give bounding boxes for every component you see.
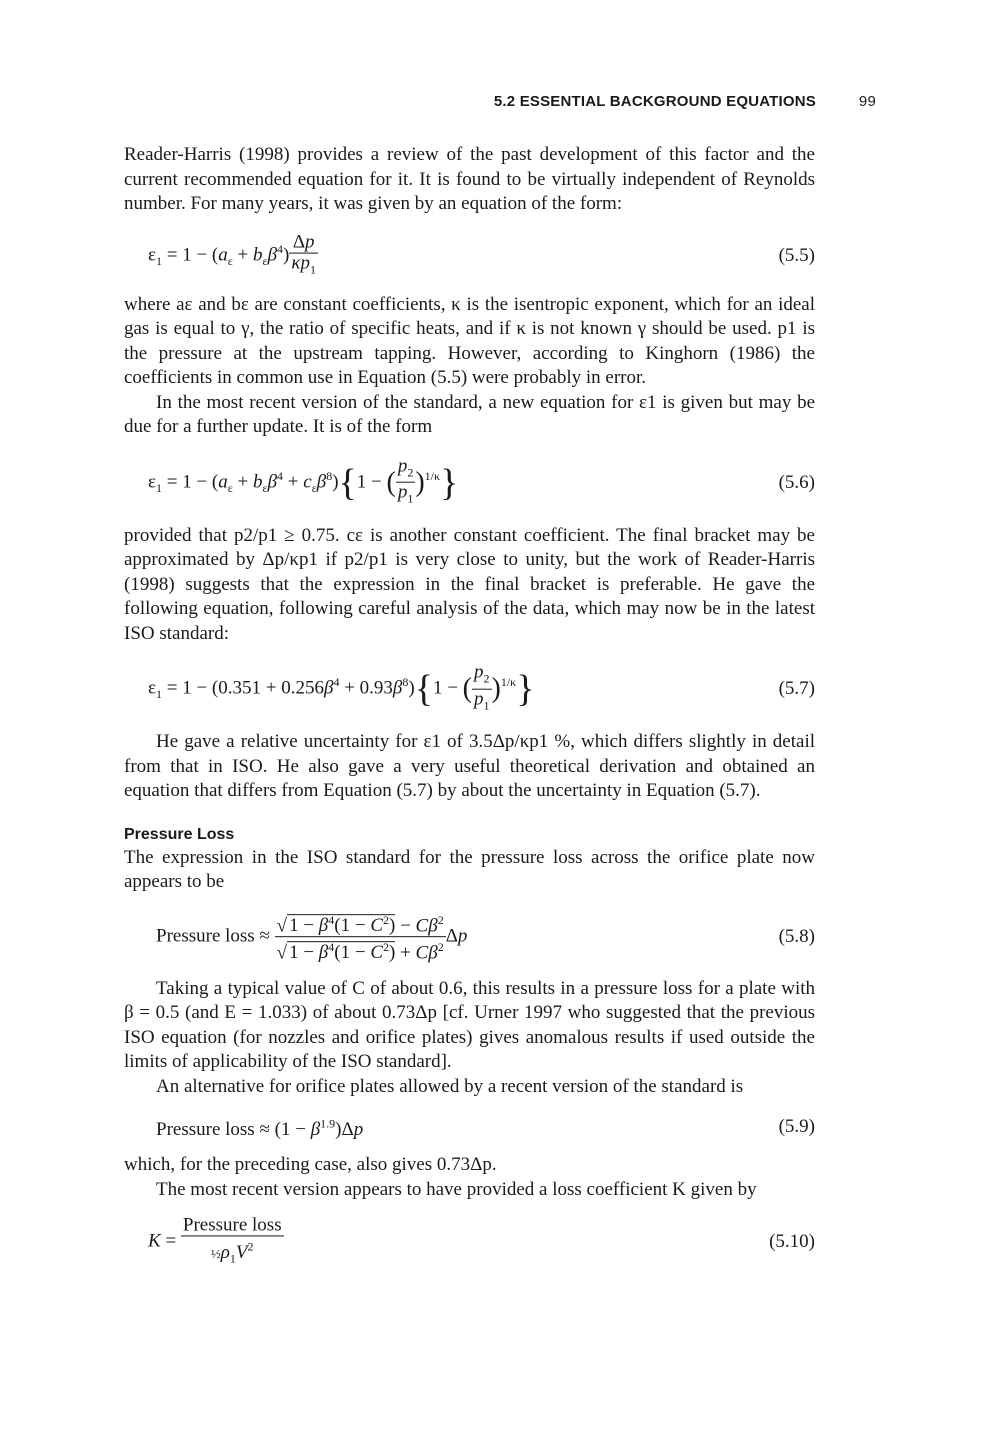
paragraph-2: where aε and bε are constant coefficients, κ is the isentropic exponent, which for an ideal gas is equal to γ, the ratio of specific heats, and if κ is not known γ should be used. p1 is the pressure at the upstream tapping. However, according to Kinghorn (1986) the coefficients in common use in Equation (5.5) were probably in error. bbox=[124, 293, 815, 388]
equation-number: (5.10) bbox=[769, 1230, 815, 1252]
equation-5-7 bbox=[124, 658, 815, 720]
paragraph-5: He gave a relative uncertainty for ε1 of 3.5Δp/κp1 %, which differs slightly in detail from that in ISO. He also gave a very useful theoretical derivation and obtained an equation that differs from Equation (5.7) by about the uncertainty in Equation (5.7). bbox=[124, 731, 815, 801]
paragraph-7: Taking a typical value of C of about 0.6, this results in a pressure loss for a plate with β = 0.5 (and E = 1.033) of about 0.73Δp [cf. Urner 1997 who suggested that the previous ISO equation (for nozzles and orifice plates) gives anomalous results if used outside the limits of applicability of the ISO standard]. bbox=[124, 977, 815, 1072]
paragraph-10: The most recent version appears to have provided a loss coefficient K given by bbox=[156, 1178, 757, 1200]
equation-number: (5.7) bbox=[778, 677, 815, 699]
equation-5-9 bbox=[124, 1111, 815, 1143]
page-header bbox=[124, 93, 876, 115]
running-title: 5.2 ESSENTIAL BACKGROUND EQUATIONS bbox=[493, 93, 816, 110]
paragraph-8: An alternative for orifice plates allowed by a recent version of the standard is bbox=[156, 1075, 744, 1097]
equation-5-10-math: K = $\frac{\text{Pressure loss}}{\frac{1}{2}\rho_1V^2}$ bbox=[148, 1214, 282, 1266]
paragraph-3: In the most recent version of the standard, a new equation for ε1 is given but may be due for a further update. It is of the form bbox=[124, 391, 815, 437]
equation-5-10 bbox=[124, 1214, 815, 1270]
equation-5-6 bbox=[124, 452, 815, 514]
page-number: 99 bbox=[858, 93, 876, 110]
paragraph-6: The expression in the ISO standard for the pressure loss across the orifice plate now appears to be bbox=[124, 846, 815, 892]
body-text bbox=[124, 143, 815, 1280]
equation-5-5-math: $\varepsilon_1 = 1 - (a_\varepsilon + b_\varepsilon\beta^4)$ $\frac{\Delta p}{\kappa p_1}$ bbox=[148, 231, 316, 276]
equation-number: (5.9) bbox=[778, 1115, 815, 1137]
equation-5-7-math: $\varepsilon_1 = 1 - (0.351 + 0.256\beta^4 + 0.93\beta^8)\{1$ − ( $\frac{p_2}{p_1}$ )$^{1/\kappa}$} bbox=[148, 661, 535, 713]
paragraph-4: provided that p2/p1 ≥ 0.75. cε is another constant coefficient. The final bracket may be approximated by Δp/κp1 if p2/p1 is very close to unity, but the work of Reader-Harris (1998) suggests that the expression in the final bracket is preferable. He gave the following equation, following careful analysis of the data, which may now be in the latest ISO standard: bbox=[124, 524, 815, 644]
equation-number: (5.5) bbox=[778, 244, 815, 266]
paragraph-9: which, for the preceding case, also gives 0.73Δp. bbox=[124, 1154, 497, 1175]
equation-5-8 bbox=[124, 907, 815, 967]
equation-number: (5.6) bbox=[778, 471, 815, 493]
section-subheading: Pressure Loss bbox=[124, 825, 235, 843]
paragraph-1: Reader-Harris (1998) provides a review of the past development of this factor and the current recommended equation for it. It is found to be virtually independent of Reynolds number. For many years, it was given by an equation of the form: bbox=[124, 144, 815, 214]
equation-5-9-math: Pressure loss ≈ $(1 - \beta^{1.9})\Delta p$ bbox=[156, 1116, 364, 1140]
equation-5-5 bbox=[124, 229, 815, 283]
equation-5-6-math: $\varepsilon_1 = 1 - (a_\varepsilon + b_\varepsilon\beta^4 + c_\varepsilon\beta^8)\{1$ − ( $\frac{p_2}{p_1}$ )$^{1/\kappa}$} bbox=[148, 455, 459, 506]
equation-number: (5.8) bbox=[778, 925, 815, 947]
equation-5-8-math: Pressure loss ≈ $\frac{√ 1 - \beta^4(1 - C^2) - C\beta^2}{√ 1 - \beta^4(1 - C^2) + C\beta^2}$ Δp bbox=[156, 910, 467, 964]
